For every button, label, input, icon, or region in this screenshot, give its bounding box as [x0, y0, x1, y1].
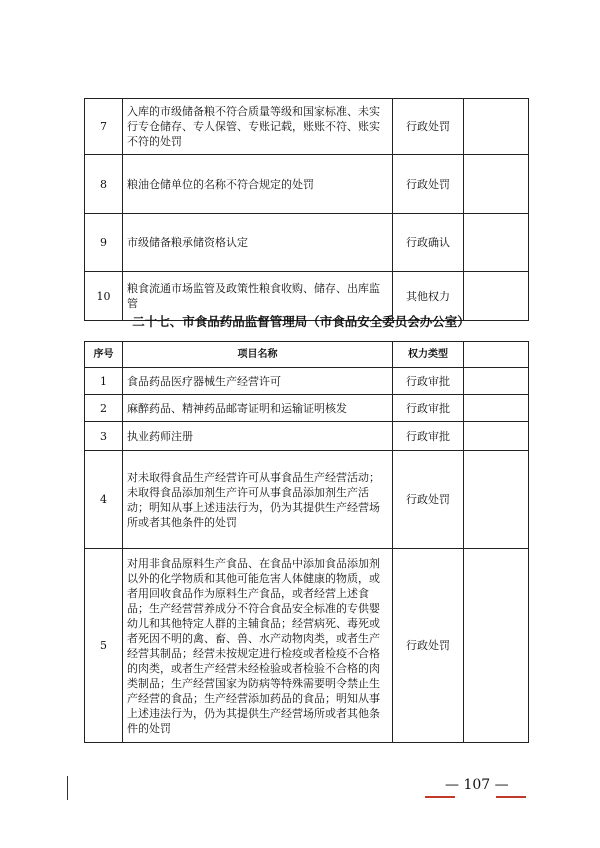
power-type: 行政处罚: [393, 549, 464, 743]
item-name: 对用非食品原料生产食品、在食品中添加食品添加剂以外的化学物质和其他可能危害人体健康的物质，或者用回收食品作为原料生产食品，或者经营上述食品；生产经营营养成分不符合食品安全标准的专供婴幼儿和其他特定人群的主辅食品；经营病死、毒死或者死因不明的禽、畜、兽、水产动物肉类，或者生产经营其制品；经营未按规定进行检疫或者检疫不合格的肉类，或者生产经营未经检验或者检验不合格的肉类制品；生产经营国家为防病等特殊需要明令禁止生产经营的食品；生产经营添加药品的食品；明知从事上述违法行为，仍为其提供生产经营场所或者其他条件的处罚: [123, 549, 393, 743]
empty-cell: [464, 368, 529, 395]
table-row: [85, 368, 529, 395]
empty-cell: [464, 395, 529, 422]
item-name: 粮油仓储单位的名称不符合规定的处罚: [123, 155, 393, 214]
table-row: [85, 451, 529, 549]
item-name: 执业药师注册: [123, 422, 393, 451]
row-number: 3: [85, 422, 123, 451]
power-type: 行政处罚: [393, 451, 464, 549]
empty-cell: [464, 155, 529, 214]
power-type: 行政处罚: [393, 155, 464, 214]
row-number: 5: [85, 549, 123, 743]
table-row: [85, 422, 529, 451]
row-number: 10: [85, 272, 123, 321]
header-name: 项目名称: [123, 342, 393, 368]
empty-cell: [464, 214, 529, 272]
empty-cell: [464, 99, 529, 155]
empty-cell: [464, 451, 529, 549]
table-row: [85, 155, 529, 214]
table-header-row: [85, 342, 529, 368]
item-name: 市级储备粮承储资格认定: [123, 214, 393, 272]
header-extra: [464, 342, 529, 368]
table-row: [85, 99, 529, 155]
power-type: 行政审批: [393, 395, 464, 422]
power-list-table-continued: [84, 98, 529, 321]
power-type: 行政处罚: [393, 99, 464, 155]
power-type: 行政审批: [393, 368, 464, 395]
empty-cell: [464, 549, 529, 743]
row-number: 2: [85, 395, 123, 422]
table-row: [85, 395, 529, 422]
table-row: [85, 549, 529, 743]
item-name: 食品药品医疗器械生产经营许可: [123, 368, 393, 395]
power-type: 行政审批: [393, 422, 464, 451]
power-type: 其他权力: [393, 272, 464, 321]
item-name: 麻醉药品、精神药品邮寄证明和运输证明核发: [123, 395, 393, 422]
power-list-table: [84, 341, 529, 743]
item-name: 入库的市级储备粮不符合质量等级和国家标准、未实行专仓储存、专人保管、专账记载，账账不符、账实不符的处罚: [123, 99, 393, 155]
margin-rule: [67, 776, 68, 800]
header-type: 权力类型: [393, 342, 464, 368]
row-number: 8: [85, 155, 123, 214]
section-title: 二十七、市食品药品监督管理局（市食品安全委员会办公室）: [132, 314, 470, 329]
header-number: 序号: [85, 342, 123, 368]
item-name: 对未取得食品生产经营许可从事食品生产经营活动；未取得食品添加剂生产许可从事食品添加剂生产活动；明知从事上述违法行为，仍为其提供生产经营场所或者其他条件的处罚: [123, 451, 393, 549]
row-number: 4: [85, 451, 123, 549]
power-type: 行政确认: [393, 214, 464, 272]
page-number: — 107 —: [445, 777, 509, 793]
item-name: 粮食流通市场监管及政策性粮食收购、储存、出库监管: [123, 272, 393, 321]
page-number-underline-left: [425, 796, 455, 798]
row-number: 9: [85, 214, 123, 272]
page-number-underline-right: [496, 796, 526, 798]
row-number: 1: [85, 368, 123, 395]
table-row: [85, 214, 529, 272]
empty-cell: [464, 422, 529, 451]
row-number: 7: [85, 99, 123, 155]
